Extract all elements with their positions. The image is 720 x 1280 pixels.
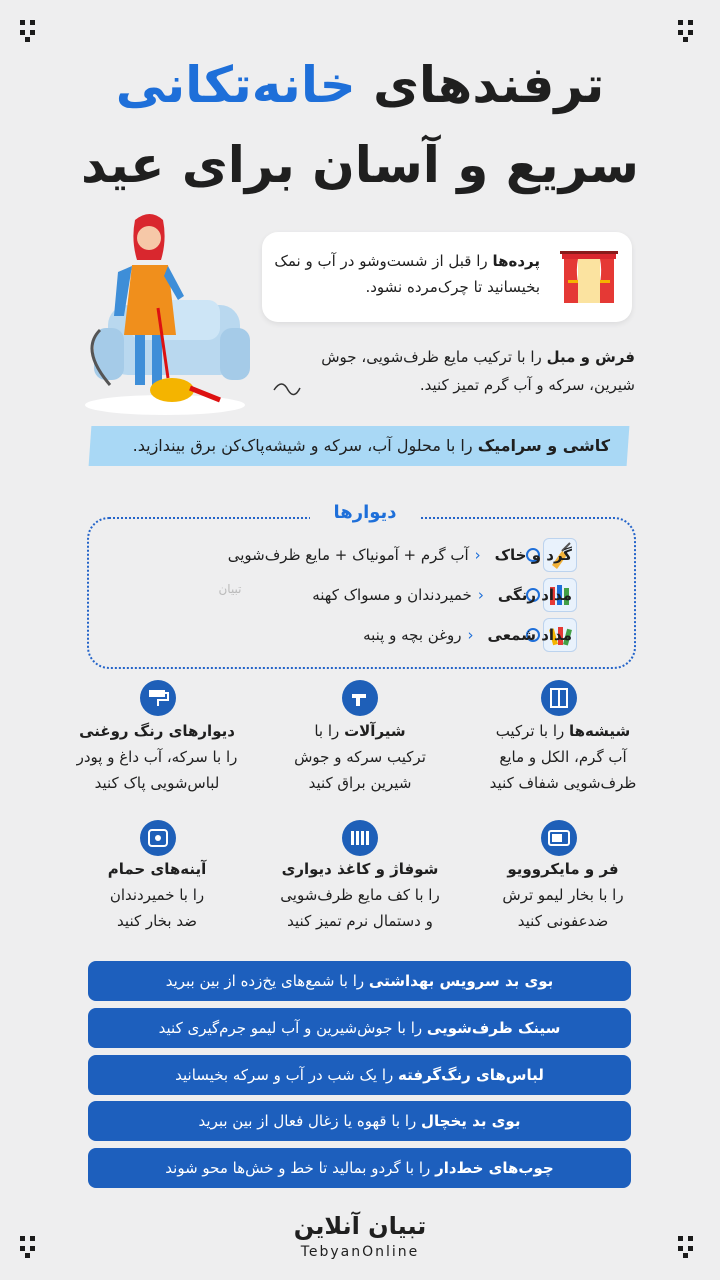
mirror-icon	[140, 820, 176, 856]
tip-bar-text: را یک شب در آب و سرکه بخیسانید	[175, 1066, 394, 1084]
curtain-icon	[560, 250, 618, 306]
grid-tile-line: آب گرم، الکل و مایع	[499, 748, 627, 766]
tiles-tip	[90, 432, 610, 460]
walls-item-text: آب گرم + آمونیاک + مایع ظرف‌شویی	[227, 546, 469, 564]
grid-tile-line: را با کف مایع ظرف‌شویی	[280, 886, 440, 904]
tip-bar-bold: لباس‌های رنگ‌گرفته	[398, 1066, 544, 1084]
grid-tile-title: آینه‌های حمام	[107, 860, 207, 878]
grid-tile-rest: را با	[314, 722, 340, 740]
grid-tile-line: را با بخار لیمو ترش	[502, 886, 624, 904]
grid-tile-line: ترکیب سرکه و جوش	[294, 748, 426, 766]
grid-tile	[265, 718, 455, 796]
carpet-tip	[275, 343, 635, 399]
tip-bar-text: را با شمع‌های یخ‌زده از بین ببرید	[165, 972, 365, 990]
brand-logo: تبیان آنلاین	[293, 1212, 427, 1240]
grid-tile-line: ضد بخار کنید	[117, 912, 197, 930]
grid-tile-title: شوفاژ و کاغذ دیواری	[281, 860, 439, 878]
tip-bar-text: را با گردو بمالید تا خط و خش‌ها محو شوند	[165, 1159, 431, 1177]
watermark: تبیان	[218, 582, 242, 596]
curtain-tip-text	[272, 248, 540, 300]
title-highlight: خانه‌تکانی	[115, 56, 356, 114]
radiator-icon	[342, 820, 378, 856]
tiles-tip-bold: کاشی و سرامیک	[477, 436, 610, 455]
corner-dots-icon	[20, 20, 44, 44]
carpet-tip-body: را با ترکیب مایع ظرف‌شویی، جوش شیرین، سرکه و آب گرم تمیز کنید.	[321, 348, 635, 394]
doodle-icon	[270, 378, 310, 400]
grid-tile-rest: را با ترکیب	[495, 722, 565, 740]
walls-item-text: روغن بچه و پنبه	[363, 626, 462, 644]
tiles-tip-body: را با محلول آب، سرکه و شیشه‌پاک‌کن برق بیندازید.	[132, 436, 473, 455]
tip-bar	[88, 1101, 631, 1141]
grid-tile	[265, 856, 455, 934]
grid-tile-title: شیرآلات	[344, 722, 406, 740]
grid-tile	[62, 856, 252, 934]
chevron-left-icon: ‹	[467, 626, 474, 644]
grid-tile	[468, 856, 658, 934]
grid-tile-title: دیوارهای رنگ روغنی	[79, 722, 235, 740]
grid-tile-title: فر و مایکروویو	[507, 860, 619, 878]
walls-item-label: مداد رنگی	[497, 586, 572, 604]
curtain-tip-bold: پرده‌ها	[492, 252, 540, 270]
brand-logo-latin: TebyanOnline	[300, 1244, 420, 1260]
tip-bar	[88, 1008, 631, 1048]
window-icon	[541, 680, 577, 716]
walls-item	[152, 538, 572, 572]
walls-item-label: گرد و خاک	[494, 546, 572, 564]
tip-bar-bold: بوی بد سرویس بهداشتی	[368, 972, 554, 990]
cleaning-woman-illustration	[80, 210, 250, 420]
paint-roller-icon	[140, 680, 176, 716]
walls-title: دیوارها	[310, 502, 420, 523]
grid-tile-line: ضدعفونی کنید	[517, 912, 609, 930]
tip-bar	[88, 1148, 631, 1188]
tip-bar	[88, 961, 631, 1001]
carpet-tip-bold: فرش و مبل	[546, 348, 635, 366]
tip-bar-bold: سینک ظرف‌شویی	[426, 1019, 561, 1037]
page-title	[0, 50, 720, 120]
grid-tile-line: را با سرکه، آب داغ و پودر	[76, 748, 238, 766]
walls-item	[152, 618, 572, 652]
tip-bar-text: را با قهوه یا زغال فعال از بین ببرید	[198, 1112, 417, 1130]
chevron-left-icon: ‹	[477, 586, 484, 604]
grid-tile	[62, 718, 252, 796]
title-word: ترفندهای	[373, 56, 605, 114]
curtain-tip-body: را قبل از شست‌وشو در آب و نمک بخیسانید تا چرک‌مرده نشود.	[274, 252, 540, 296]
grid-tile-line: لباس‌شویی پاک کنید	[94, 774, 220, 792]
faucet-icon	[342, 680, 378, 716]
grid-tile-title: شیشه‌ها	[569, 722, 631, 740]
walls-item-label: مداد شمعی	[487, 626, 572, 644]
chevron-left-icon: ‹	[474, 546, 481, 564]
tip-bar-bold: چوب‌های خط‌دار	[435, 1159, 554, 1177]
tip-bar	[88, 1055, 631, 1095]
grid-tile-line: و دستمال نرم تمیز کنید	[287, 912, 433, 930]
page-subtitle: سریع و آسان برای عید	[81, 136, 639, 194]
tip-bar-bold: بوی بد یخچال	[421, 1112, 521, 1130]
corner-dots-icon	[678, 20, 702, 44]
walls-item-text: خمیردندان و مسواک کهنه	[312, 586, 472, 604]
grid-tile-line: را با خمیردندان	[109, 886, 205, 904]
grid-tile-line: ظرف‌شویی شفاف کنید	[489, 774, 637, 792]
curtain-tip-card	[262, 232, 632, 322]
grid-tile	[468, 718, 658, 796]
grid-tile-line: شیرین براق کنید	[308, 774, 412, 792]
tip-bar-text: را با جوش‌شیرین و آب لیمو جرم‌گیری کنید	[158, 1019, 423, 1037]
microwave-icon	[541, 820, 577, 856]
